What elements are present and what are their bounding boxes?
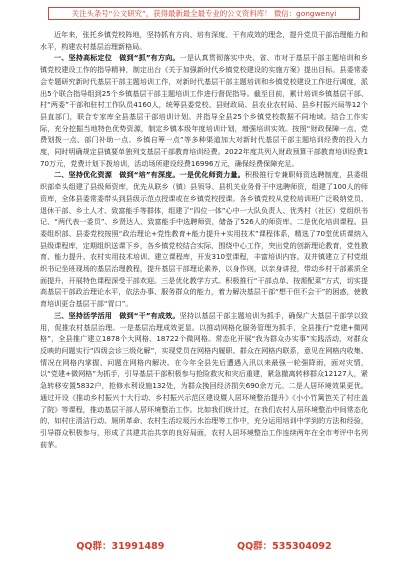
paragraph-lead: 二、坚持优化资源 做到“培”有深度。一是优化师资力量。: [54, 170, 245, 180]
paragraph-intro: [40, 29, 368, 52]
paragraph-section-2: [40, 169, 368, 309]
footer-qq-group-1: QQ群：31991489: [76, 541, 165, 552]
header-banner: 关注头条号“公文研究”，获得最新最全最专业的公文资料库！ 微信：gongwenyi: [48, 7, 360, 20]
paragraph-section-1: [40, 52, 368, 169]
paragraph-lead: 一、坚持高标定位 做到“抓”有方向。: [54, 53, 180, 63]
paragraph-text: 坚持以基层干部主题培训为抓手，确保广大基层干部学以致用，促推农村基层治理。一是基层治理成效更显。以推动网格化服务管理为抓手，全县推行“党建+微网格”，全县推广建立1878个大网格、18722个微网格。常态化开展“我为群众办实事”实践活动，对群众反映的问题实行“四级会诊三级化解”，实现党员在网格内履职、群众在网格内联系，意见在网格内收集、情况在网格内掌握、问题在网格内解决。在今年全县先后遭遇入汛以来最强一轮强降雨，面对灾情，以“党建+微网格”为抓手，引导基层干部积极参与抢险救灾和灾后重建，紧急撤离转移群众12127人，紧急转移安置5832户，抢修水利设施132处，为群众挽回经济损失690余万元。二是人居环境效果更优。通过开设《推动乡村振兴十大行动、乡村振兴示范区建设暨人居环境整治提升》《小小竹篱笆关了村庄盖了院》等课程，推动基层干部人居环境整治工作。比如我们统计过，在我们农村人居环境整治中间常态化的，如村庄清洁行动、厕所革命、农村生活垃圾污水治理等工作中，充分运用培训中学到的方法和经验，引导群众积极参与，形成了共建共治共享的良好局面，农村人居环境整治工作连续两年在全市考评中名列前茅。: [40, 310, 368, 449]
footer-qq-group-2: QQ群：535304092: [237, 541, 332, 552]
paragraph-section-3: [40, 310, 368, 450]
paragraph-text: 近年来，张托乡镇党校阵地，坚持抓有方向、培有深度、干有成效的理念，提升党员干部治理能力和水平，构建农村基层治理新格局。: [40, 30, 368, 51]
paragraph-lead: 三、坚持活学活用 做到“干”有成效。: [54, 310, 180, 320]
document-body: [40, 29, 368, 534]
footer-contacts: [40, 537, 368, 553]
paragraph-text: 积极推行专兼职师资选聘制度，县委组织部牵头组建了县级师资库，优先从联乡（镇）县领导、县机关业务骨干中选聘师资，组建了100人的师资库，全体县委常委带头到县级示范点授课或在乡镇党校授课。各乡镇党校从党校培训班广泛吸纳党员、退休干部、乡土人才、致富能手等群体，组建了“四位一体”心中一大队负责人、优秀村（社区）党组织书记、“两代表一委员”、乡贤达人、致富能手中选聘师资，储备了526人的师资库。二是优化培训课程。县委组织部、县委党校按照“政治理论+党性教育+能力提升+实用技术”课程体系，精选了70堂优质课纳入县级课程库，定期组织送课下乡，各乡镇党校结合实际，围绕中心工作，突出党的创新理论教育，党性教育、能力提升、农村实用技术培训、建立课程库，开发310堂课程，丰富培训内容。双井镇建立了村党组织书记坐班现场的基层治理教程，提升基层干部理论素养，以身作则，以亲身讲授，带动乡村干部素质全面提升，开展特色课程深受干部欢迎。三是优化教学方式。积极推行“干部点单、按需配菜”方式，切实提高基层干部政治理论水平，依法办事、服务群众的能力，着力解决基层干部“想干但不会干”的困惑，使教育培训更合基层干部“胃口”。: [40, 170, 368, 309]
paragraph-text: 一是认真贯彻落实中央、省、市对于基层干部主题培训和乡镇党校建设工作的指导精神，制定出台《关于加强新时代乡镇党校建设的实施方案》提出目标。县委常委会专题研究新时代基层干部主题培训工作，对新时代基层干部主题培训和乡镇党校建设工作进行调度，派出5个联合指导组到25个乡镇基层干部主题培训工作进行督促指导。截至目前，累计培训乡镇基层干部、村“两委”干部和驻村工作队员4160人，统筹县委党校、县财政局、县农业农村局、县乡村振兴局等12个县直部门，联合专家库全县基层干部培训计划。并指导全县25个乡镇党校数据不同地域。结合工作实际，充分挖掘当地特色优势资源，制定乡镇本级年度培训计划，增强培训实效。按照“财政保障一点、党费划拨一点、部门补助一点、乡镇自筹一点”等多种渠道加大对新时代基层干部主题培训经费的投入力度，同时明确规定县镇要单独列支基层干部教育培训经费。2022年度共列入财政预算干部教育培训经费170万元，党费计划下拨培训，活动场所建设经费16996万元，确保经费保障充足。: [40, 53, 368, 168]
